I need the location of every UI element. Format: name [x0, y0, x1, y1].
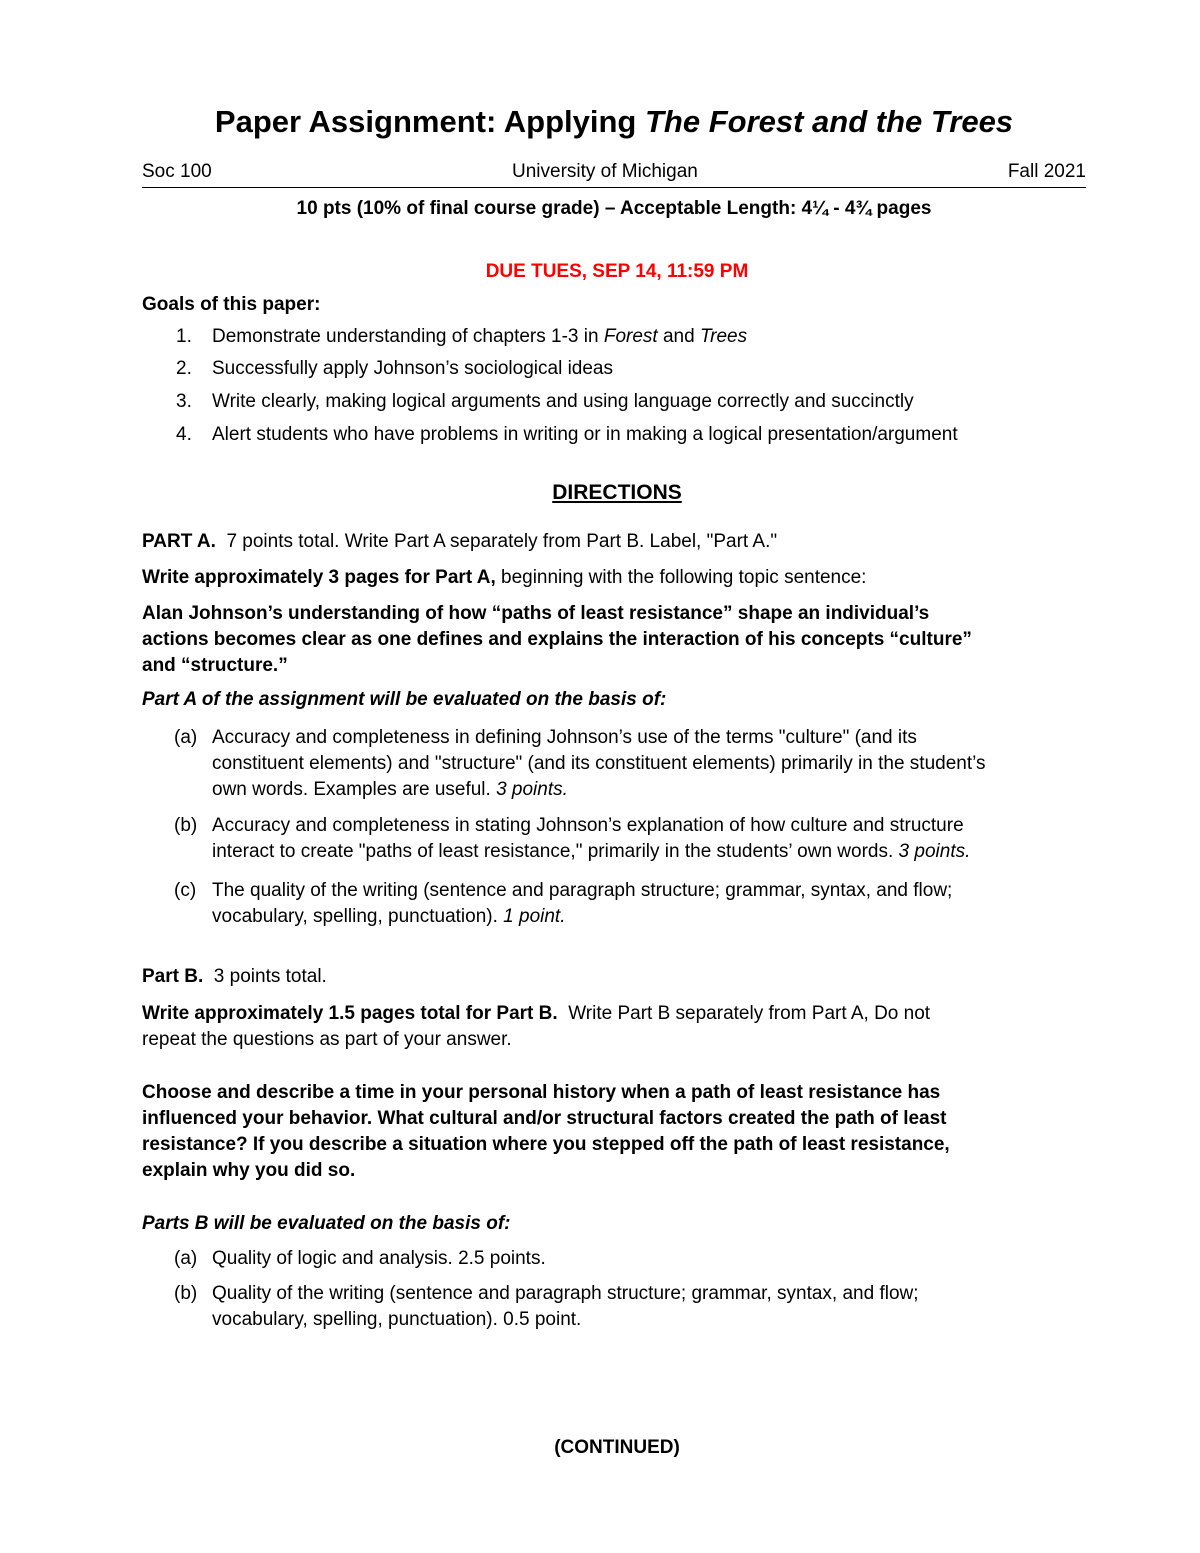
- due-date: DUE TUES, SEP 14, 11:59 PM: [485, 261, 749, 282]
- part-b-write-rest-line2: repeat the questions as part of your answer.: [142, 1029, 512, 1050]
- criterion-label: (b): [174, 1283, 198, 1304]
- goal-number: 2.: [176, 358, 192, 379]
- title-prefix: Paper Assignment: Applying: [214, 104, 645, 139]
- points-line: 10 pts (10% of final course grade) – Acceptable Length: 4¼ - 4¾ pages: [296, 198, 932, 219]
- criterion-line: Accuracy and completeness in stating Johnson’s explanation of how culture and structure: [212, 815, 964, 836]
- course-code: Soc 100: [142, 161, 212, 182]
- page-title: [0, 104, 1200, 140]
- criterion-line: Quality of the writing (sentence and paragraph structure; grammar, syntax, and flow;: [212, 1283, 919, 1304]
- goal-text: Write clearly, making logical arguments and using language correctly and succinctly: [212, 391, 914, 412]
- part-a-label: PART A.: [142, 531, 216, 552]
- term: Fall 2021: [1007, 161, 1086, 182]
- criterion-points: 1 point.: [503, 906, 566, 927]
- prompt-line: resistance? If you describe a situation where you stepped off the path of least resistance,: [142, 1134, 950, 1155]
- part-a-write-bold: Write approximately 3 pages for Part A,: [142, 567, 496, 588]
- part-a-write-rest: beginning with the following topic sentence:: [495, 567, 867, 588]
- criterion: [142, 1281, 1102, 1335]
- part-b-intro: [142, 964, 327, 990]
- part-a-instructions: [142, 565, 866, 591]
- criterion-line: vocabulary, spelling, punctuation). 0.5 point.: [212, 1309, 582, 1330]
- criterion: [142, 813, 1102, 867]
- prompt-line: explain why you did so.: [142, 1160, 356, 1181]
- goal-italic: Forest: [603, 326, 658, 347]
- part-a-eval-heading: Part A of the assignment will be evaluated on the basis of:: [142, 689, 667, 710]
- topic-line: actions becomes clear as one defines and explains the interaction of his concepts “culture”: [142, 629, 972, 650]
- criterion: [142, 1246, 1102, 1274]
- goal-text: and: [657, 326, 700, 347]
- part-b-write-rest: Write Part B separately from Part A, Do not: [557, 1003, 931, 1024]
- criterion: [142, 725, 1102, 805]
- university-name: University of Michigan: [512, 161, 698, 182]
- part-b-intro-text: 3 points total.: [203, 966, 327, 987]
- part-b-label: Part B.: [142, 966, 204, 987]
- part-a-intro: [142, 529, 777, 555]
- criterion-label: (b): [174, 815, 198, 836]
- part-b-eval-heading: Parts B will be evaluated on the basis of:: [142, 1213, 511, 1234]
- continued-label: (CONTINUED): [554, 1437, 680, 1458]
- prompt-line: Choose and describe a time in your personal history when a path of least resistance has: [142, 1082, 941, 1103]
- goal-number: 4.: [176, 424, 192, 445]
- directions-heading: DIRECTIONS: [552, 481, 682, 504]
- criterion-line: The quality of the writing (sentence and paragraph structure; grammar, syntax, and flow;: [212, 880, 953, 901]
- goal-text: Alert students who have problems in writing or in making a logical presentation/argument: [212, 424, 958, 445]
- part-b-prompt: [142, 1080, 950, 1184]
- criterion-line: constituent elements) and "structure" (and its constituent elements) primarily in the student’s: [212, 753, 986, 774]
- criterion-line: own words. Examples are useful.: [212, 779, 497, 800]
- criterion-line: Accuracy and completeness in defining Johnson’s use of the terms "culture" (and its: [212, 727, 917, 748]
- criterion-label: (a): [174, 1248, 198, 1269]
- criterion-points: 3 points.: [496, 779, 568, 800]
- course-header: [142, 161, 1086, 188]
- topic-sentence: [142, 601, 972, 679]
- topic-line: and “structure.”: [142, 655, 288, 676]
- part-b-write-bold: Write approximately 1.5 pages total for Part B.: [142, 1003, 558, 1024]
- goal-italic: Trees: [699, 326, 748, 347]
- topic-line: Alan Johnson’s understanding of how “paths of least resistance” shape an individual’s: [142, 603, 930, 624]
- criterion-label: (a): [174, 727, 198, 748]
- goal-text: Successfully apply Johnson’s sociological ideas: [212, 358, 613, 379]
- prompt-line: influenced your behavior. What cultural and/or structural factors created the path of least: [142, 1108, 947, 1129]
- criterion-label: (c): [174, 880, 197, 901]
- goal-number: 1.: [176, 326, 192, 347]
- title-book-name: The Forest and the Trees: [644, 104, 1014, 139]
- criterion-line: Quality of logic and analysis. 2.5 points.: [212, 1248, 546, 1269]
- goal-text: Demonstrate understanding of chapters 1-3 in: [212, 326, 604, 347]
- criterion-points: 3 points.: [898, 841, 971, 862]
- part-b-instructions: [142, 1001, 930, 1027]
- criterion: [142, 878, 1102, 932]
- goals-heading: Goals of this paper:: [142, 294, 321, 315]
- goal-number: 3.: [176, 391, 192, 412]
- criterion-line: interact to create "paths of least resistance," primarily in the students’ own words.: [212, 841, 899, 862]
- part-a-intro-text: 7 points total. Write Part A separately from Part B. Label, "Part A.": [215, 531, 778, 552]
- criterion-line: vocabulary, spelling, punctuation).: [212, 906, 504, 927]
